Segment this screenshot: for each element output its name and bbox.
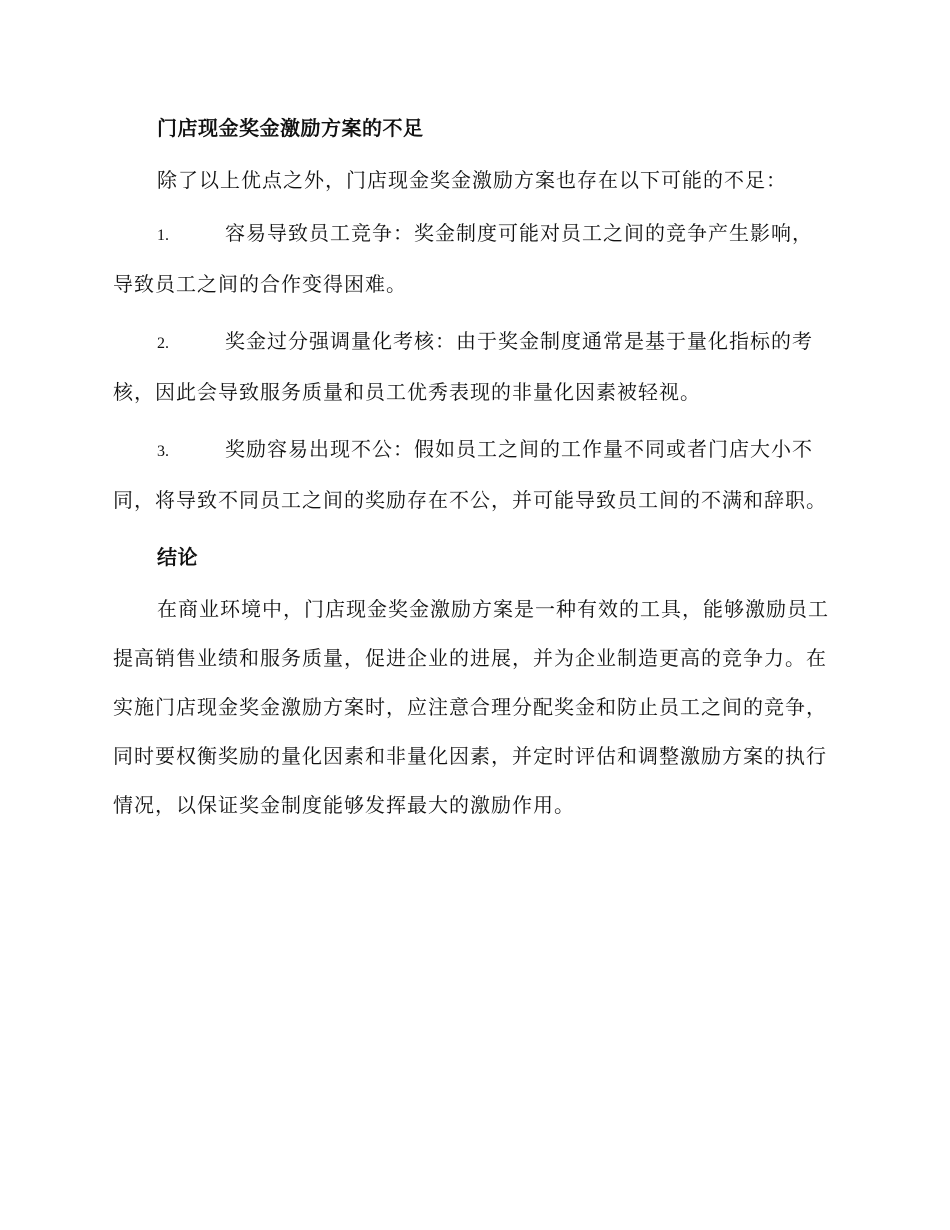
shortcomings-list [113, 209, 833, 525]
section-heading-shortcomings: 门店现金奖金激励方案的不足 [157, 116, 424, 140]
list-item-number: 1. [157, 227, 169, 244]
section-heading-conclusion: 结论 [157, 545, 198, 569]
list-item-text: 奖金过分强调量化考核：由于奖金制度通常是基于量化指标的考核，因此会导致服务质量和员工优秀表现的非量化因素被轻视。 [113, 329, 813, 404]
shortcomings-intro: 除了以上优点之外，门店现金奖金激励方案也存在以下可能的不足： [157, 168, 787, 192]
list-item [113, 425, 833, 525]
conclusion-body: 在商业环境中，门店现金奖金激励方案是一种有效的工具，能够激励员工提高销售业绩和服务质量，促进企业的进展，并为企业制造更高的竞争力。在实施门店现金奖金激励方案时，应注意合理分配奖金和防止员工之间的竞争，同时要权衡奖励的量化因素和非量化因素，并定时评估和调整激励方案的执行情况，以保证奖金制度能够发挥最大的激励作用。 [113, 597, 829, 817]
list-item-number: 2. [157, 335, 169, 352]
document-page [113, 108, 833, 830]
list-item-text: 容易导致员工竞争：奖金制度可能对员工之间的竞争产生影响，导致员工之间的合作变得困难。 [113, 221, 813, 296]
list-item-text: 奖励容易出现不公：假如员工之间的工作量不同或者门店大小不同，将导致不同员工之间的奖励存在不公，并可能导致员工间的不满和辞职。 [113, 437, 827, 512]
list-item [113, 209, 833, 309]
list-item [113, 317, 833, 417]
list-item-number: 3. [157, 443, 169, 460]
